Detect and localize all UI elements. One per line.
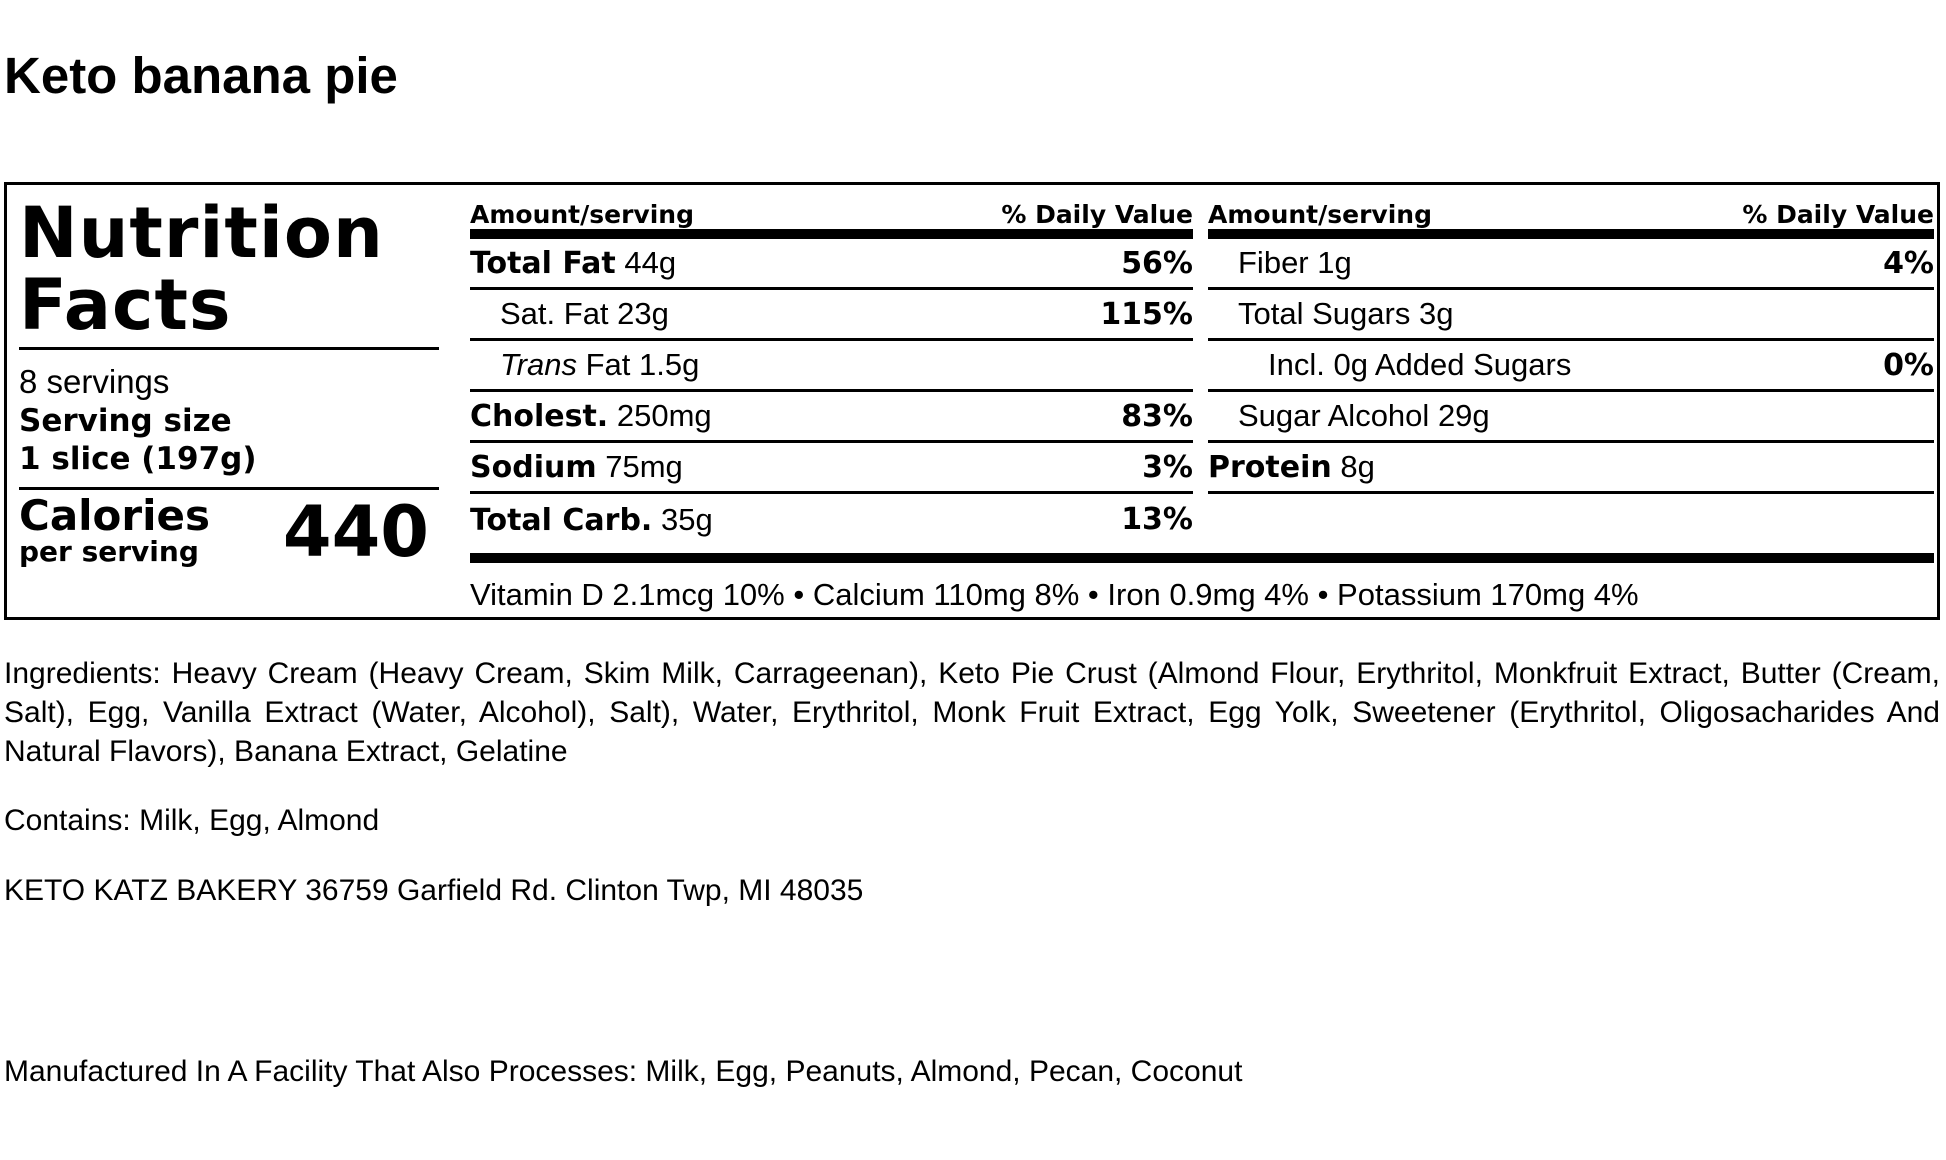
daily-value-header: % Daily Value bbox=[1001, 200, 1193, 229]
nutrition-facts-heading bbox=[19, 192, 384, 346]
nutrient-amount: 35g bbox=[660, 501, 713, 537]
nutrient-amount: 44g bbox=[624, 245, 677, 280]
nutrient-column-left bbox=[470, 195, 1193, 545]
daily-value-header: % Daily Value bbox=[1742, 200, 1934, 229]
heading-divider bbox=[19, 347, 439, 350]
nutrient-name: Sugar Alcohol bbox=[1238, 398, 1430, 433]
calories-per-serving-label: per serving bbox=[19, 535, 199, 568]
nutrient-amount: 29g bbox=[1437, 398, 1490, 433]
nutrient-dv: 56% bbox=[1121, 245, 1193, 281]
serving-size-label: Serving size bbox=[19, 403, 232, 439]
nutrient-row-fiber bbox=[1208, 239, 1934, 290]
nutrient-dv: 0% bbox=[1883, 347, 1934, 383]
heading-line-2: Facts bbox=[19, 264, 232, 346]
ingredients-text: Ingredients: Heavy Cream (Heavy Cream, Skim Milk, Carrageenan), Keto Pie Crust (Almond Flour, Erythritol, Monkfruit Extract, Butter (Cream, Salt), Egg, Vanilla Extract (Water, Alcohol), Salt), Water, Erythritol, Monk Fruit Extract, Egg Yolk, Sweetener (Erythritol, Oligosacharides And Natural Flavors), Banana Extract, Gelatine bbox=[4, 657, 1940, 768]
facility-statement: Manufactured In A Facility That Also Processes: Milk, Egg, Peanuts, Almond, Pecan, Coconut bbox=[4, 1055, 1243, 1088]
nutrient-row-sodium bbox=[470, 443, 1193, 494]
serving-size-value: 1 slice (197g) bbox=[19, 441, 257, 477]
heading-line-1: Nutrition bbox=[19, 192, 384, 274]
manufacturer-address: KETO KATZ BAKERY 36759 Garfield Rd. Clinton Twp, MI 48035 bbox=[4, 874, 864, 907]
nutrient-row-cholesterol bbox=[470, 392, 1193, 443]
header-bar bbox=[470, 229, 1193, 239]
nutrient-amount: 8g bbox=[1340, 449, 1375, 484]
nutrient-row-sugar-alcohol bbox=[1208, 392, 1934, 443]
nutrient-row-total-fat bbox=[470, 239, 1193, 290]
nutrient-row-added-sugars bbox=[1208, 341, 1934, 392]
nutrient-name: Fat bbox=[585, 347, 631, 382]
nutrient-dv: 4% bbox=[1883, 245, 1934, 281]
nutrient-amount: 75mg bbox=[605, 449, 683, 484]
nutrient-amount: 1g bbox=[1317, 245, 1352, 280]
calories-label: Calories bbox=[19, 491, 211, 540]
product-title: Keto banana pie bbox=[4, 47, 398, 104]
amount-per-serving-header: Amount/serving bbox=[1208, 200, 1432, 229]
nutrient-row-total-sugars bbox=[1208, 290, 1934, 341]
nutrient-dv: 13% bbox=[1121, 502, 1193, 537]
column-header bbox=[1208, 195, 1934, 227]
allergens-text: Contains: Milk, Egg, Almond bbox=[4, 804, 380, 837]
nutrient-dv: 3% bbox=[1142, 449, 1193, 485]
nutrient-name: Fiber bbox=[1238, 245, 1309, 280]
nutrient-name: Total Carb. bbox=[470, 502, 653, 538]
nutrient-name: Incl. 0g Added Sugars bbox=[1268, 347, 1572, 382]
nutrient-name: Sat. Fat bbox=[500, 296, 609, 331]
vitamins-minerals: Vitamin D 2.1mcg 10% • Calcium 110mg 8% • Iron 0.9mg 4% • Potassium 170mg 4% bbox=[470, 577, 1639, 612]
nutrient-name: Sodium bbox=[470, 450, 597, 485]
nutrient-name: Total Sugars bbox=[1238, 296, 1411, 331]
nutrient-row-sat-fat bbox=[470, 290, 1193, 341]
servings-count: 8 servings bbox=[19, 363, 170, 400]
nutrient-row-protein bbox=[1208, 443, 1934, 494]
calories-value: 440 bbox=[282, 491, 429, 573]
column-header bbox=[470, 195, 1193, 227]
nutrient-row-trans-fat bbox=[470, 341, 1193, 392]
vitamins-bar bbox=[470, 553, 1934, 563]
amount-per-serving-header: Amount/serving bbox=[470, 200, 694, 229]
nutrient-amount: 1.5g bbox=[639, 347, 700, 382]
nutrient-column-right bbox=[1208, 195, 1934, 494]
nutrient-amount: 250mg bbox=[616, 398, 712, 433]
nutrient-row-total-carb bbox=[470, 494, 1193, 545]
nutrient-name: Total Fat bbox=[470, 246, 616, 281]
header-bar bbox=[1208, 229, 1934, 239]
nutrient-dv: 83% bbox=[1121, 398, 1193, 434]
nutrient-amount: 23g bbox=[617, 296, 669, 331]
nutrient-name-italic: Trans bbox=[500, 347, 577, 382]
serving-divider bbox=[19, 487, 439, 490]
nutrient-name: Protein bbox=[1208, 450, 1332, 485]
nutrition-facts-label bbox=[4, 182, 1940, 620]
nutrient-dv: 115% bbox=[1100, 296, 1193, 332]
nutrient-name: Cholest. bbox=[470, 399, 609, 434]
nutrient-amount: 3g bbox=[1418, 296, 1454, 331]
